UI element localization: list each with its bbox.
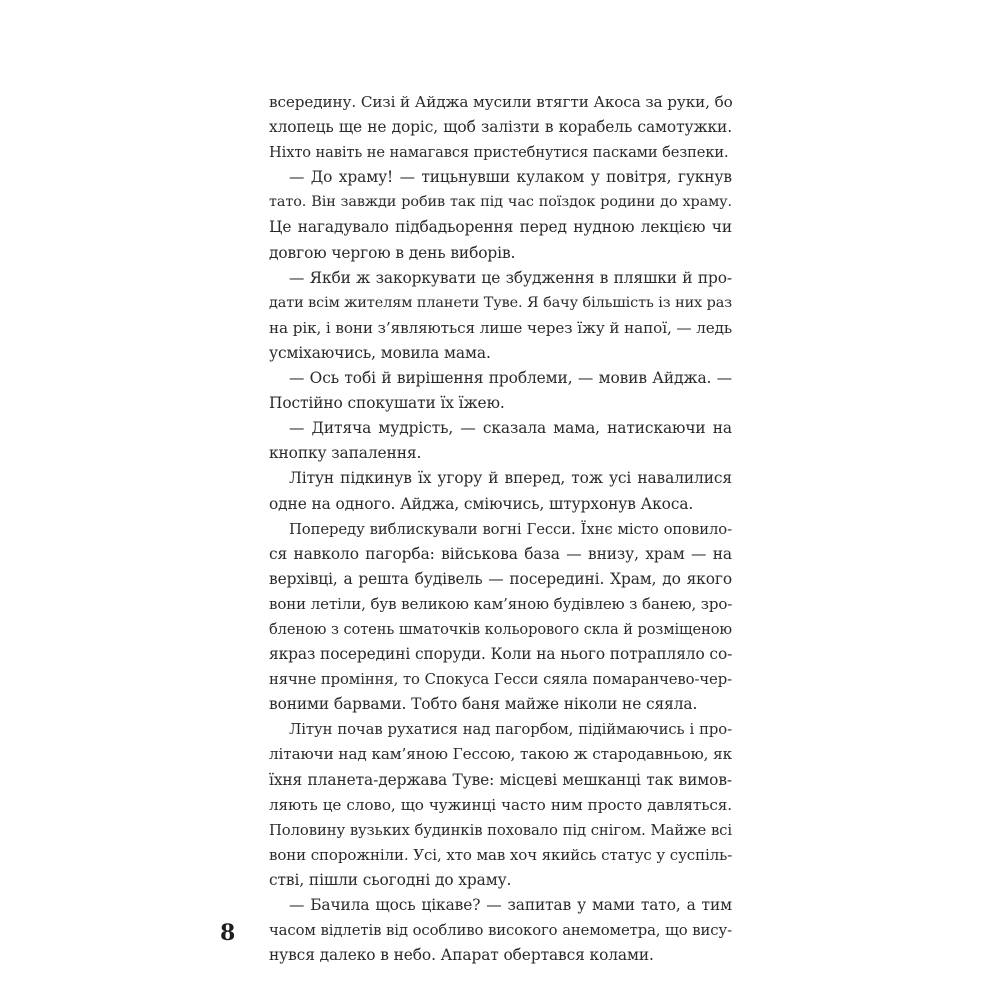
text-line: Літун підкинув їх угору й вперед, тож усі навалилися bbox=[289, 469, 732, 488]
text-line: одне на одного. Айджа, сміючись, штурхонув Акоса. bbox=[269, 494, 694, 513]
text-line: вони спорожніли. Усі, хто мав хоч якийсь статус у суспіль- bbox=[269, 845, 733, 864]
text-line: — Ось тобі й вирішення проблеми, — мовив Айджа. — bbox=[289, 369, 732, 388]
text-line: тато. Він завжди робив так під час поїздок родини до храму. bbox=[269, 194, 732, 211]
text-line: — Бачила щось цікаве? — запитав у мами тато, а тим bbox=[289, 896, 732, 914]
text-line: воними барвами. Тобто баня майже ніколи не сяяла. bbox=[269, 695, 698, 714]
text-line: — До храму! — тицьнувши кулаком у повітря, гукнув bbox=[289, 168, 732, 187]
text-line: літаючи над кам’яною Гессою, такою ж стародавньою, як bbox=[269, 745, 732, 764]
body-text bbox=[269, 90, 732, 968]
text-line: стві, пішли сьогодні до храму. bbox=[269, 870, 512, 889]
text-line: Літун почав рухатися над пагорбом, підіймаючись і про- bbox=[289, 721, 732, 739]
text-line: нячне проміння, то Спокуса Гесси сяяла помаранчево-чер- bbox=[269, 671, 732, 689]
text-line: Постійно спокушати їх їжею. bbox=[269, 394, 505, 413]
text-line: верхівці, а решта будівель — посередині. Храм, до якого bbox=[269, 569, 732, 588]
text-line: Попереду виблискували вогні Гесси. Їхнє місто оповило- bbox=[289, 520, 732, 538]
text-line: — Дитяча мудрість, — сказала мама, натискаючи на bbox=[289, 419, 732, 438]
text-line: ся навколо пагорба: військова база — внизу, храм — на bbox=[269, 544, 732, 563]
text-line: Ніхто навіть не намагався пристебнутися пасками безпеки. bbox=[269, 144, 729, 162]
page-number: 8 bbox=[220, 920, 236, 946]
text-line: всередину. Сизі й Айджа мусили втягти Акоса за руки, бо bbox=[269, 93, 733, 111]
text-line: — Якби ж закоркувати це збудження в пляшки й про- bbox=[289, 268, 732, 287]
text-line: вони летіли, був великою кам’яною будівлею з банею, зро- bbox=[269, 594, 733, 613]
text-line: бленою з сотень шматочків кольорового скла й розміщеною bbox=[269, 620, 732, 638]
text-line: на рік, і вони з’являються лише через їжу й напої, — ледь bbox=[269, 318, 733, 337]
text-line: часом відлетів від особливо високого анемометра, що вису- bbox=[269, 922, 732, 940]
text-line: ляють це слово, що чужинці часто ним просто давляться. bbox=[269, 795, 732, 814]
text-line: кнопку запалення. bbox=[269, 444, 422, 463]
text-line: хлопець ще не доріс, щоб залізти в корабель самотужки. bbox=[269, 118, 732, 137]
text-line: їхня планета-держава Туве: місцеві мешканці так вимов- bbox=[269, 770, 732, 789]
text-line: усміхаючись, мовила мама. bbox=[269, 343, 491, 362]
text-line: Половину вузьких будинків поховало під снігом. Майже всі bbox=[269, 821, 732, 839]
text-line: довгою чергою в день виборів. bbox=[269, 243, 516, 262]
text-line: дати всім жителям планети Туве. Я бачу більшість із них раз bbox=[269, 294, 732, 311]
text-line: якраз посередині споруди. Коли на нього потрапляло со- bbox=[269, 645, 733, 664]
text-line: нувся далеко в небо. Апарат обертався колами. bbox=[269, 946, 654, 965]
text-line: Це нагадувало підбадьорення перед нудною лекцією чи bbox=[269, 218, 732, 237]
